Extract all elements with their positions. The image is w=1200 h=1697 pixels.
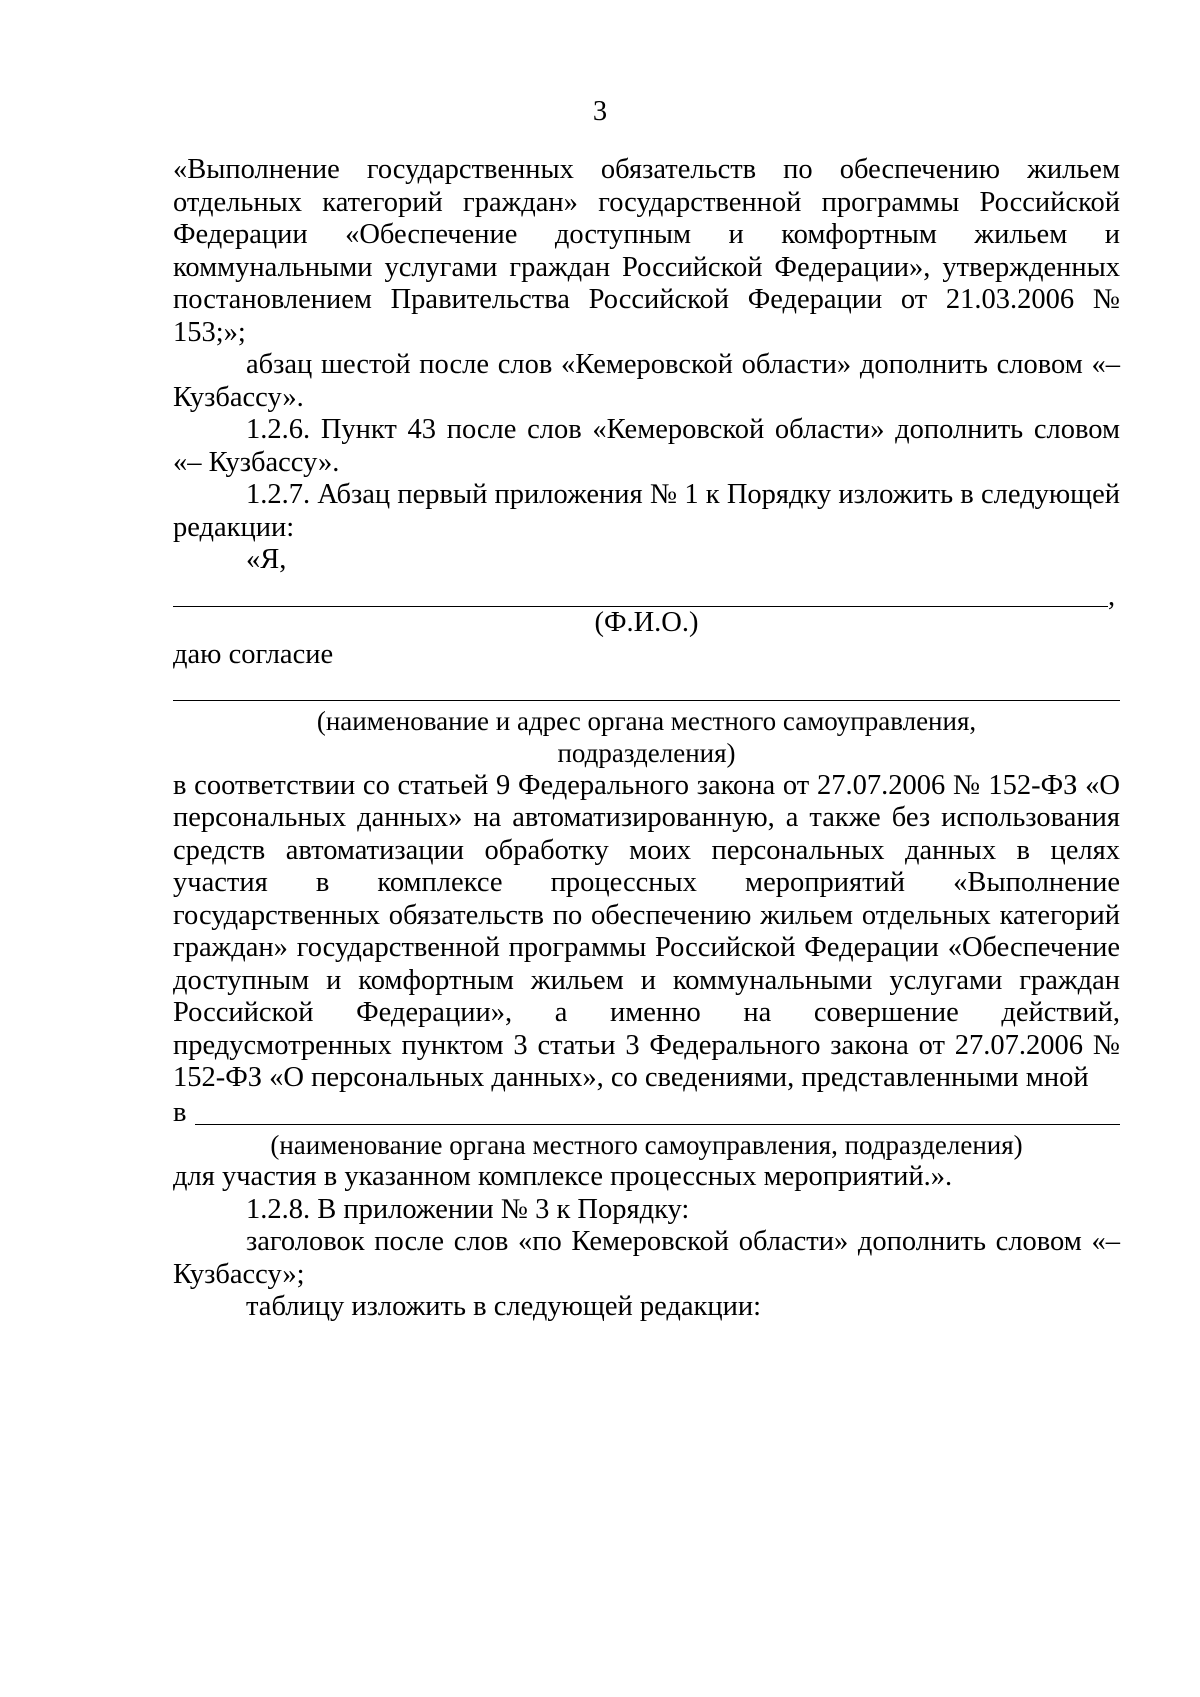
org-caption-line-3: (наименование органа местного самоуправления, подразделения) [270, 1129, 1023, 1160]
paragraph-program-title: «Выполнение государственных обязательств по обеспечению жильем отдельных категорий граждан» государственной программы Российской Федерации «Обеспечение доступным и комфортным жильем и коммунальными услугами граждан Российской Федерации», утвержденных постановлением Правительства Российской Федерации от 21.03.2006 № 153;»; [173, 154, 1120, 348]
paragraph-1-2-7: 1.2.7. Абзац первый приложения № 1 к Порядку изложить в следующей редакции: [173, 479, 1120, 543]
paragraph-ya: «Я, [246, 544, 287, 575]
paragraph-participation: для участия в указанном комплексе процессных мероприятий.». [173, 1161, 953, 1192]
paragraph-consent-body: в соответствии со статьей 9 Федерального закона от 27.07.2006 № 152-ФЗ «О персональных данных» на автоматизированную, а также без использования средств автоматизации обработку моих персональных данных в целях участия в комплексе процессных мероприятий «Выполнение государственных обязательств по обеспечению жильем отдельных категорий граждан» государственной программы Российской Федерации «Обеспечение доступным и комфортным жильем и коммунальными услугами граждан Российской Федерации», а именно на совершение действий, предусмотренных пунктом 3 статьи 3 Федерального закона от 27.07.2006 № 152-ФЗ «О персональных данных», со сведениями, представленными мной [173, 769, 1120, 1093]
org-blank-line-2 [173, 1095, 1120, 1129]
fio-blank-line [173, 577, 1120, 612]
paragraph-1-2-6: 1.2.6. Пункт 43 после слов «Кемеровской области» дополнить словом «– Кузбассу». [173, 414, 1120, 478]
v-label: в [173, 1096, 187, 1128]
org-caption-line-1: (наименование и адрес органа местного самоуправления, [316, 705, 977, 736]
fio-comma: , [1108, 580, 1116, 612]
org-caption-line-2: подразделения) [557, 738, 736, 768]
paragraph-1-2-8: 1.2.8. В приложении № 3 к Порядку: [246, 1193, 690, 1225]
fio-caption: (Ф.И.О.) [594, 606, 699, 638]
org-underline-2 [195, 1123, 1120, 1125]
paragraph-abzac-6: абзац шестой после слов «Кемеровской области» дополнить словом «– Кузбассу». [173, 349, 1120, 413]
paragraph-heading-change: заголовок после слов «по Кемеровской области» дополнить словом «– Кузбассу»; [173, 1226, 1120, 1290]
consent-text: даю согласие [173, 639, 334, 670]
page-number: 3 [592, 96, 608, 127]
org-blank-line [173, 672, 1120, 701]
paragraph-table-edit: таблицу изложить в следующей редакции: [246, 1291, 762, 1322]
document-body [173, 154, 1120, 1324]
